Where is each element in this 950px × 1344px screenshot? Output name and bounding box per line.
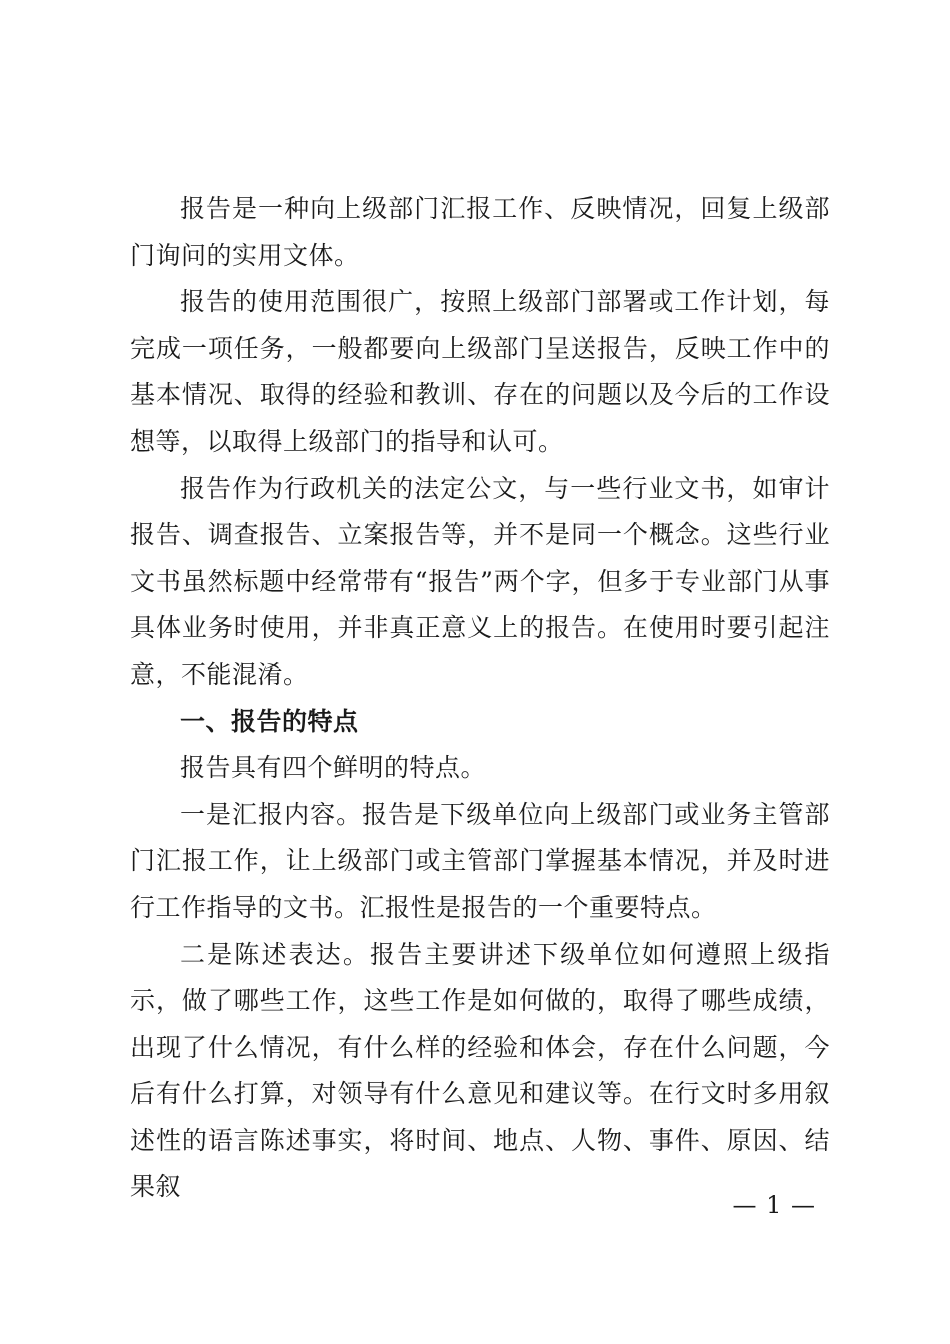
- paragraph-feature-one: 一是汇报内容。报告是下级单位向上级部门或业务主管部门汇报工作，让上级部门或主管部门掌握基本情况，并及时进行工作指导的文书。汇报性是报告的一个重要特点。: [130, 799, 830, 922]
- paragraph-feature-two: 二是陈述表达。报告主要讲述下级单位如何遵照上级指示，做了哪些工作，这些工作是如何做的，取得了哪些成绩，出现了什么情况，有什么样的经验和体会，存在什么问题，今后有什么打算，对领导有什么意见和建议等。在行文时多用叙述性的语言陈述事实，将时间、地点、人物、事件、原因、结果叙: [130, 939, 830, 1202]
- document-body: [130, 186, 830, 1211]
- section-heading: 一、报告的特点: [180, 706, 359, 736]
- paragraph-features-intro: 报告具有四个鲜明的特点。: [180, 753, 487, 783]
- paragraph-scope: 报告的使用范围很广，按照上级部门部署或工作计划，每完成一项任务，一般都要向上级部门呈送报告，反映工作中的基本情况、取得的经验和教训、存在的问题以及今后的工作设想等，以取得上级部门的指导和认可。: [130, 287, 830, 456]
- paragraph-distinction: 报告作为行政机关的法定公文，与一些行业文书，如审计报告、调查报告、立案报告等，并不是同一个概念。这些行业文书虽然标题中经常带有“报告”两个字，但多于专业部门从事具体业务时使用，并非真正意义上的报告。在使用时要引起注意，不能混淆。: [130, 473, 830, 689]
- page-number: — 1 —: [732, 1191, 816, 1219]
- paragraph-definition: 报告是一种向上级部门汇报工作、反映情况，回复上级部门询问的实用文体。: [130, 194, 830, 270]
